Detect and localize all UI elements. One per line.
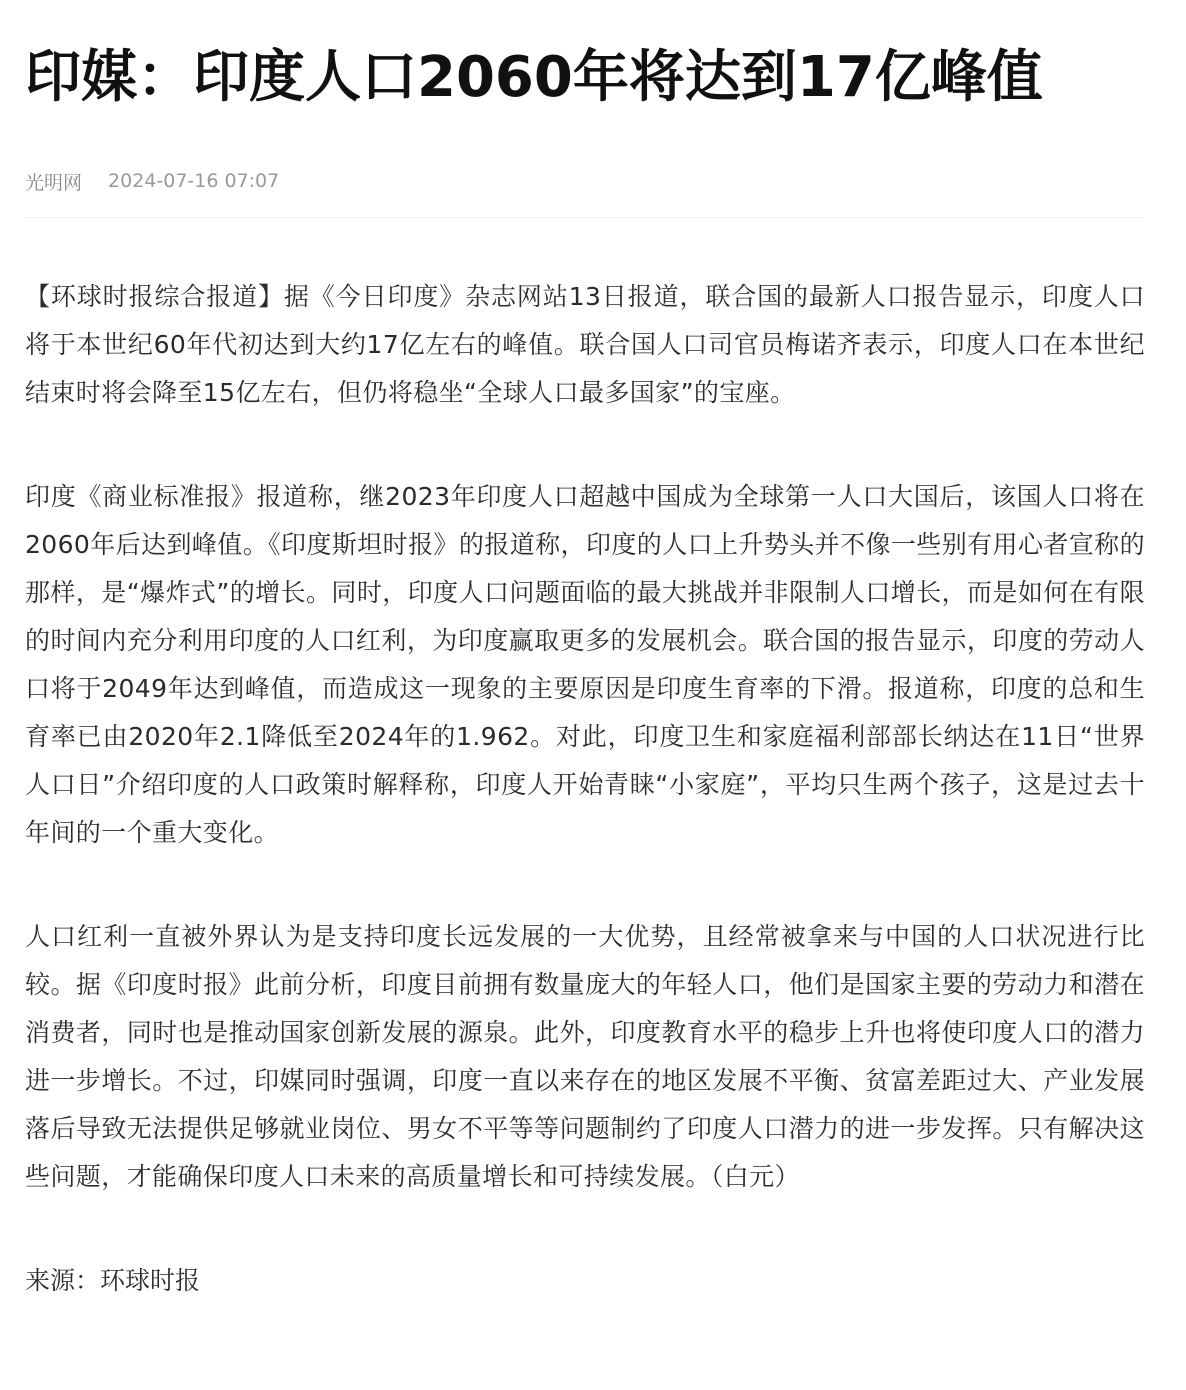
article <box>25 0 1145 1305</box>
publisher-name[interactable]: 光明网 <box>25 171 83 194</box>
paragraph-1: 【环球时报综合报道】据《今日印度》杂志网站13日报道，联合国的最新人口报告显示，印度人口将于本世纪60年代初达到大约17亿左右的峰值。联合国人口司官员梅诺齐表示，印度人口在本世纪结束时将会降至15亿左右，但仍将稳坐“全球人口最多国家”的宝座。 <box>25 282 1145 407</box>
article-title: 印媒：印度人口2060年将达到17亿峰值 <box>25 45 1043 110</box>
meta-divider <box>25 217 1143 218</box>
article-source-line: 来源：环球时报 <box>25 1266 201 1295</box>
paragraph-2: 印度《商业标准报》报道称，继2023年印度人口超越中国成为全球第一人口大国后，该国人口将在2060年后达到峰值。《印度斯坦时报》的报道称，印度的人口上升势头并不像一些别有用心者宣称的那样，是“爆炸式”的增长。同时，印度人口问题面临的最大挑战并非限制人口增长，而是如何在有限的时间内充分利用印度的人口红利，为印度赢取更多的发展机会。联合国的报告显示，印度的劳动人口将于2049年达到峰值，而造成这一现象的主要原因是印度生育率的下滑。报道称，印度的总和生育率已由2020年2.1降低至2024年的1.962。对此，印度卫生和家庭福利部部长纳达在11日“世界人口日”介绍印度的人口政策时解释称，印度人开始青睐“小家庭”，平均只生两个孩子，这是过去十年间的一个重大变化。 <box>25 482 1145 847</box>
article-meta <box>25 164 1145 198</box>
paragraph-3: 人口红利一直被外界认为是支持印度长远发展的一大优势，且经常被拿来与中国的人口状况进行比较。据《印度时报》此前分析，印度目前拥有数量庞大的年轻人口，他们是国家主要的劳动力和潜在消费者，同时也是推动国家创新发展的源泉。此外，印度教育水平的稳步上升也将使印度人口的潜力进一步增长。不过，印媒同时强调，印度一直以来存在的地区发展不平衡、贫富差距过大、产业发展落后导致无法提供足够就业岗位、男女不平等等问题制约了印度人口潜力的进一步发挥。只有解决这些问题，才能确保印度人口未来的高质量增长和可持续发展。（白元） <box>25 922 1145 1191</box>
publish-date: 2024-07-16 07:07 <box>108 170 280 192</box>
article-body <box>25 273 1145 1305</box>
